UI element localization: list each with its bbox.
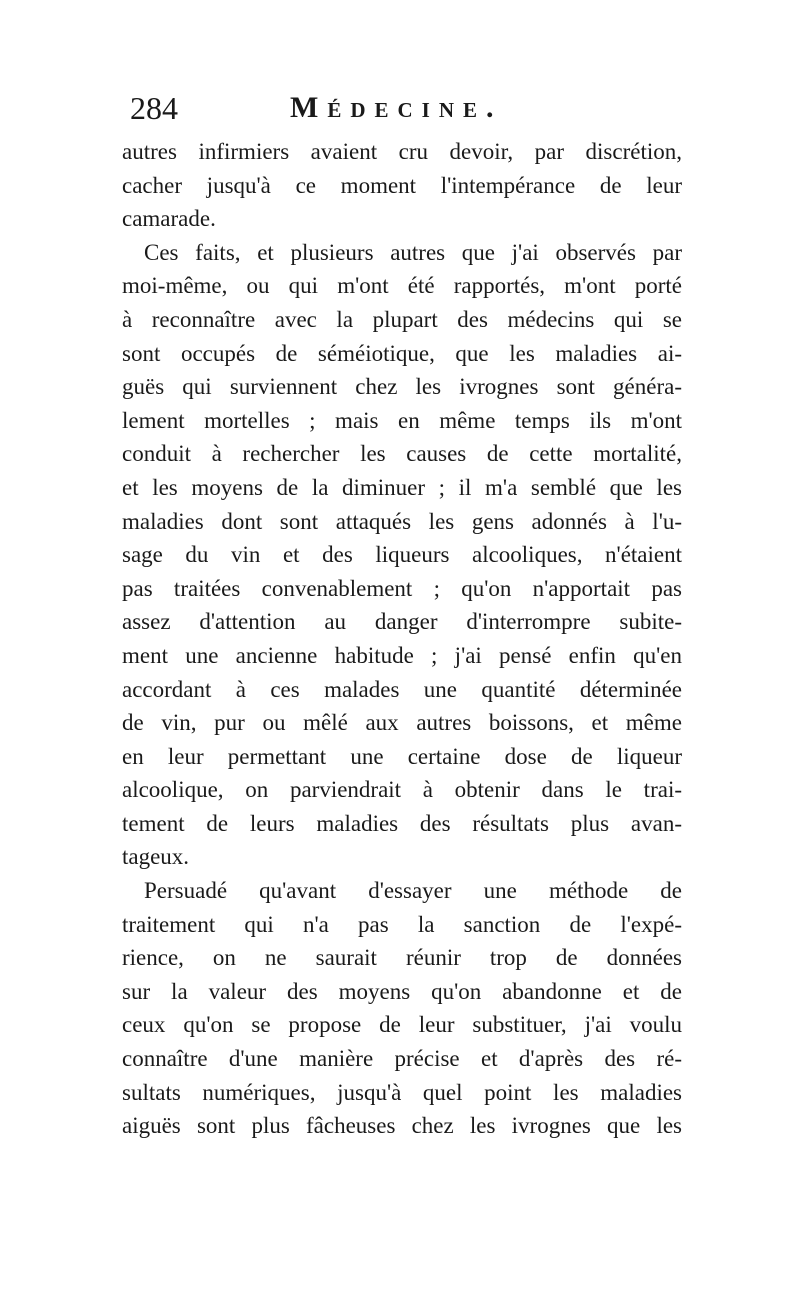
- text-line: conduit à rechercher les causes de cette mortalité,: [122, 441, 682, 467]
- text-line: aiguës sont plus fâcheuses chez les ivrognes que les: [122, 1113, 682, 1139]
- text-line: connaître d'une manière précise et d'après des ré-: [122, 1046, 682, 1072]
- text-line: de vin, pur ou mêlé aux autres boissons, et même: [122, 710, 682, 736]
- paragraph: [122, 874, 682, 1143]
- text-line: tement de leurs maladies des résultats plus avan-: [122, 810, 682, 836]
- text-line: cacher jusqu'à ce moment l'intempérance de leur: [122, 172, 682, 198]
- running-title: Médecine.: [290, 91, 503, 124]
- text-line: Ces faits, et plusieurs autres que j'ai observés par: [144, 239, 682, 265]
- text-line: traitement qui n'a pas la sanction de l'expé-: [122, 911, 682, 937]
- text-line: ment une ancienne habitude ; j'ai pensé enfin qu'en: [122, 642, 682, 668]
- text-line: sage du vin et des liqueurs alcooliques, n'étaient: [122, 542, 682, 568]
- text-line: lement mortelles ; mais en même temps ils m'ont: [122, 407, 682, 433]
- text-line: pas traitées convenablement ; qu'on n'apportait pas: [122, 575, 682, 601]
- text-line: en leur permettant une certaine dose de liqueur: [122, 743, 682, 769]
- text-line: accordant à ces malades une quantité déterminée: [122, 676, 682, 702]
- text-line: sultats numériques, jusqu'à quel point les maladies: [122, 1079, 682, 1105]
- text-line: assez d'attention au danger d'interrompre subite-: [122, 609, 682, 635]
- text-line: rience, on ne saurait réunir trop de données: [122, 945, 682, 971]
- text-line: moi-même, ou qui m'ont été rapportés, m'ont porté: [122, 273, 682, 299]
- running-head: [120, 88, 680, 138]
- text-line: et les moyens de la diminuer ; il m'a semblé que les: [122, 474, 682, 500]
- paragraph: [122, 135, 682, 236]
- text-line: guës qui surviennent chez les ivrognes sont généra-: [122, 374, 682, 400]
- body-text: [122, 135, 682, 1143]
- text-line: sont occupés de séméiotique, que les maladies ai-: [122, 340, 682, 366]
- text-line: autres infirmiers avaient cru devoir, par discrétion,: [122, 139, 682, 164]
- text-line: Persuadé qu'avant d'essayer une méthode de: [144, 878, 682, 904]
- text-line: ceux qu'on se propose de leur substituer, j'ai voulu: [122, 1012, 682, 1038]
- paragraph: [122, 236, 682, 874]
- text-line: tageux.: [122, 844, 190, 870]
- text-line: sur la valeur des moyens qu'on abandonne et de: [122, 978, 682, 1004]
- text-line: à reconnaître avec la plupart des médecins qui se: [122, 306, 682, 332]
- text-line: maladies dont sont attaqués les gens adonnés à l'u-: [122, 508, 682, 534]
- text-line: camarade.: [122, 206, 216, 232]
- text-line: alcoolique, on parviendrait à obtenir dans le trai-: [122, 777, 682, 803]
- page-number: 284: [130, 90, 178, 126]
